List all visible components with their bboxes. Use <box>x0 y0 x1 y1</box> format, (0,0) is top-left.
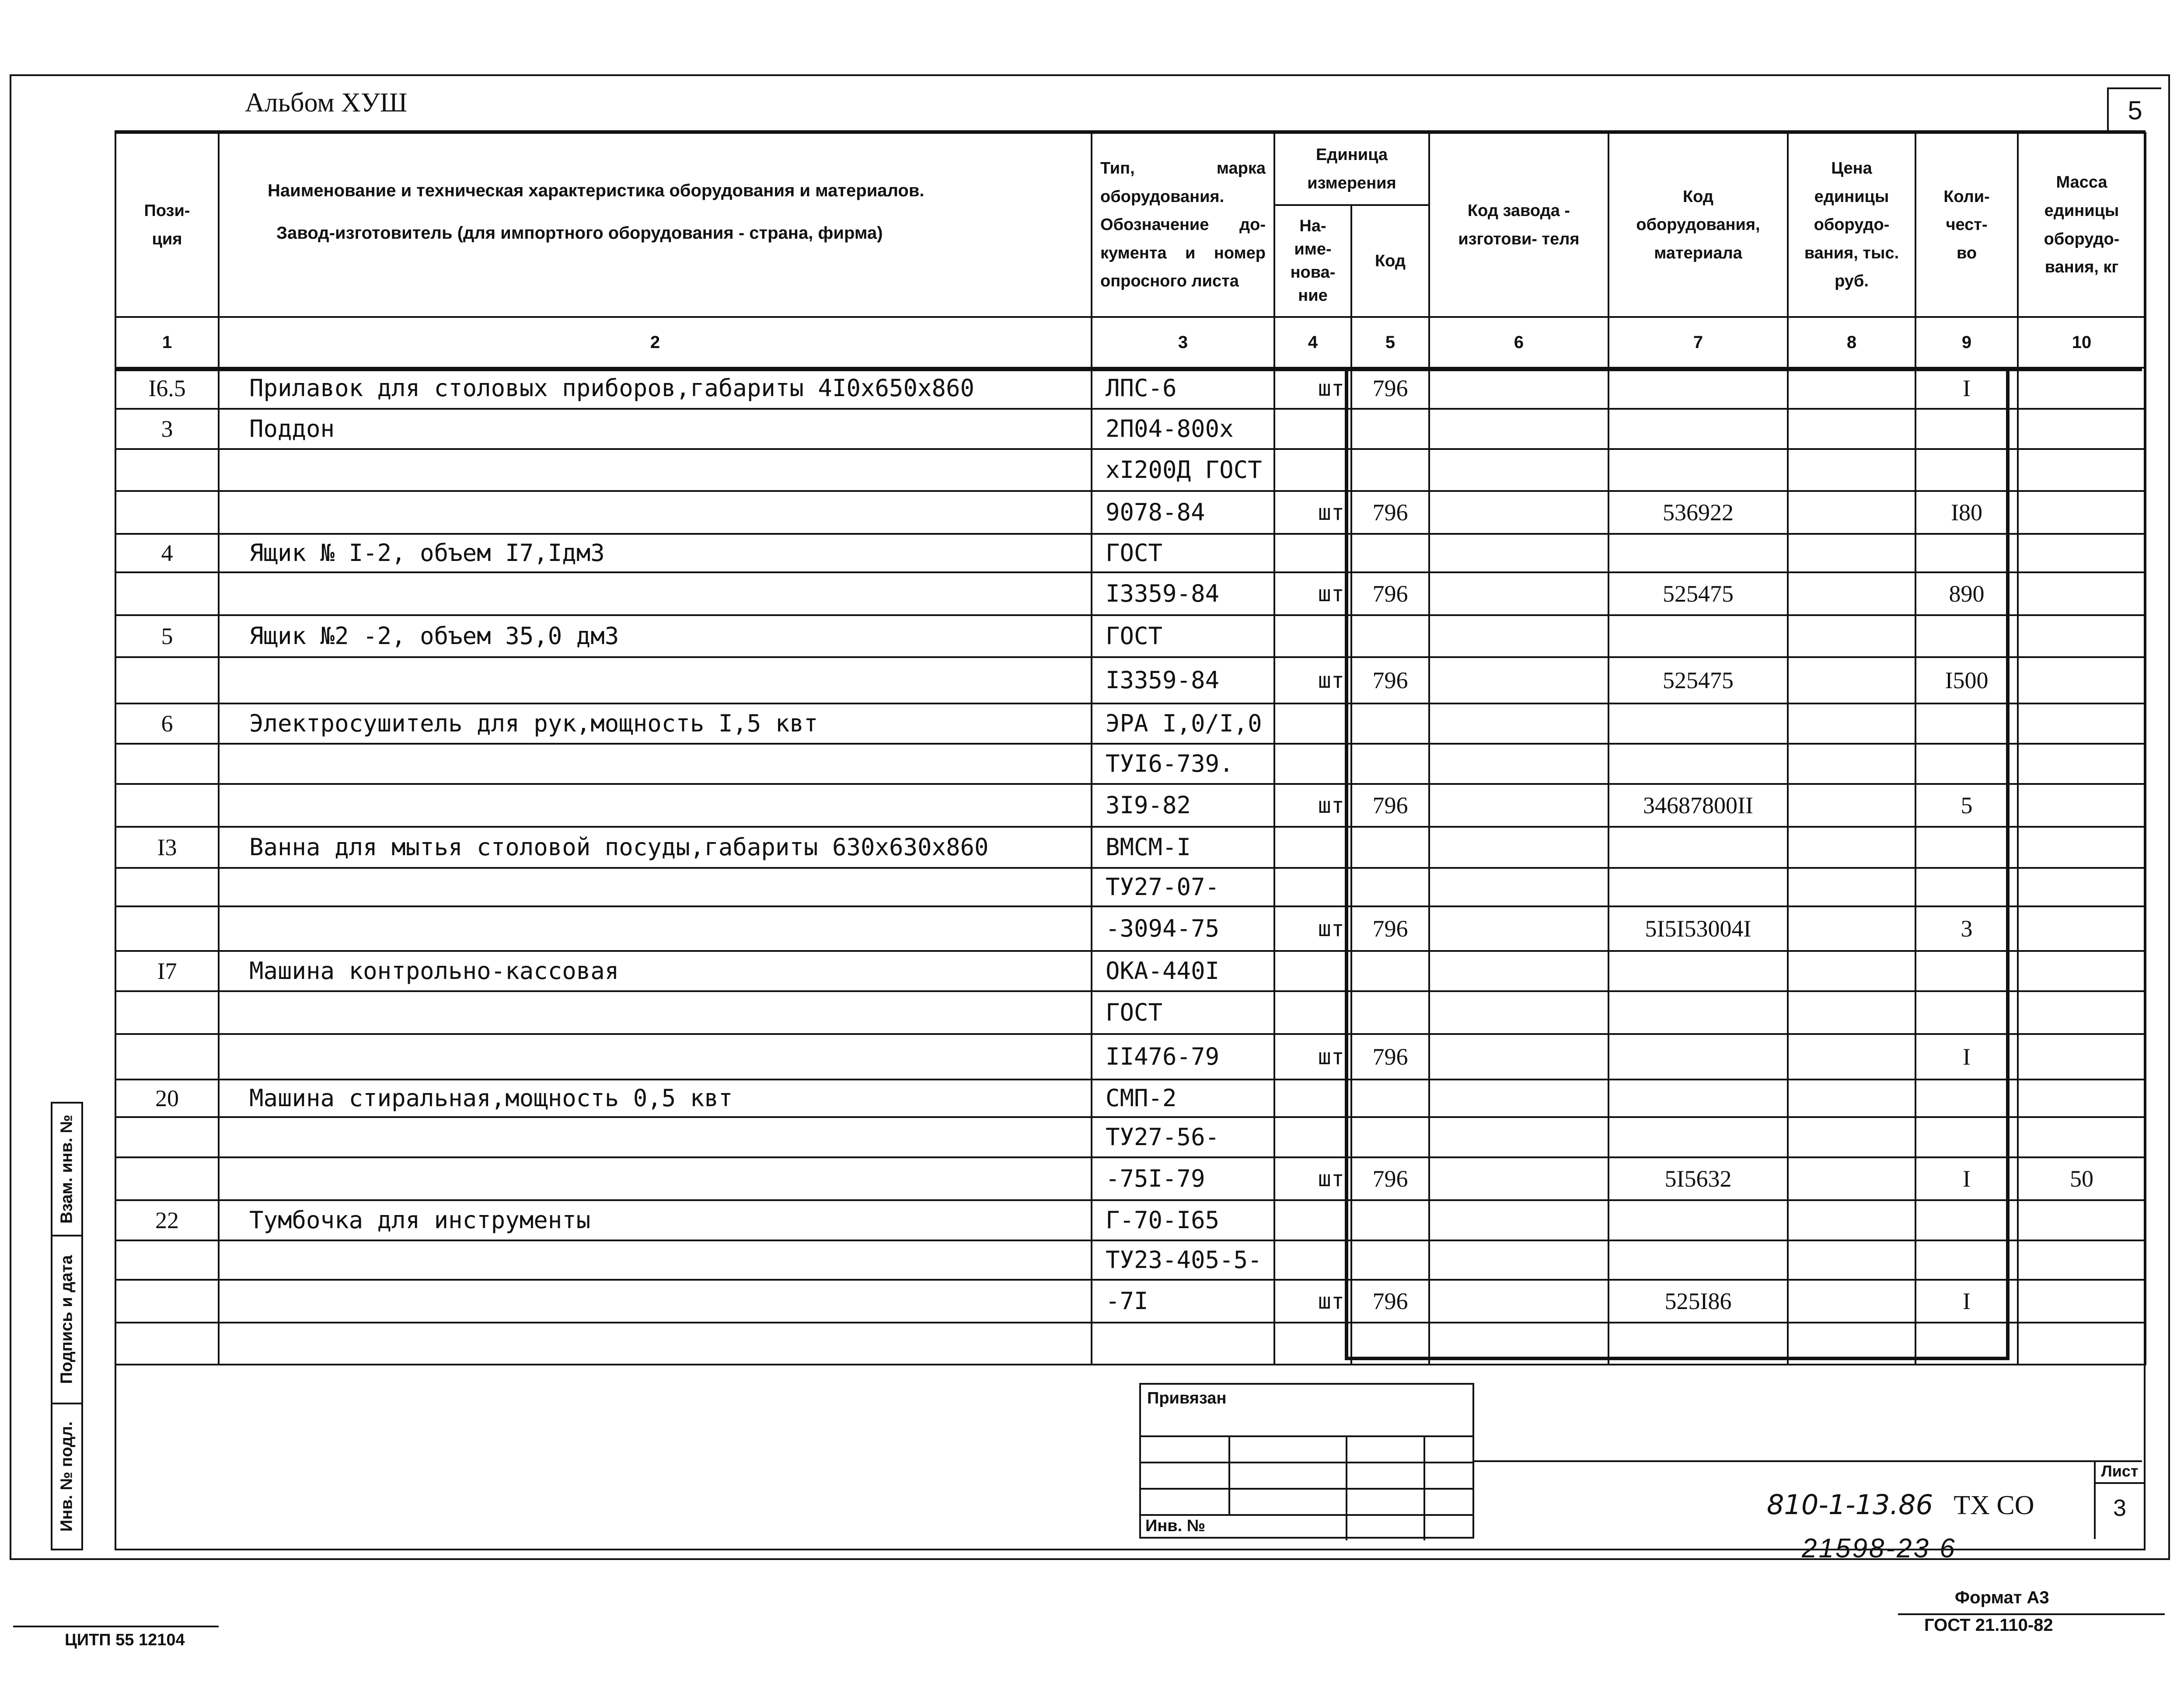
col-num-10: 10 <box>2018 317 2146 368</box>
cell-type: II476-79 <box>1092 1034 1274 1080</box>
cell-pos <box>115 572 219 615</box>
cell-type: ГОСТ <box>1092 615 1274 657</box>
cell-name: Машина стиральная,мощность 0,5 квт <box>219 1080 1092 1117</box>
binding-podpis <box>52 1236 81 1404</box>
header-unit-code: Код <box>1375 251 1406 270</box>
cell-equip: 536922 <box>1608 491 1788 534</box>
cell-type: ЭРА I,0/I,0 <box>1092 703 1274 744</box>
inv-no-label: Инв. № <box>1145 1517 1206 1535</box>
col-num-6: 6 <box>1429 317 1608 368</box>
cell-mass <box>2018 1117 2146 1157</box>
binding-podpis-label: Подпись и дата <box>57 1255 76 1384</box>
cell-mass <box>2018 906 2146 951</box>
cell-unit <box>1274 449 1351 491</box>
cell-pos: I7 <box>115 951 219 991</box>
cell-name <box>219 744 1092 784</box>
cell-unit <box>1274 951 1351 991</box>
cell-mass <box>2018 449 2146 491</box>
cell-type: I3359-84 <box>1092 657 1274 703</box>
cell-mass <box>2018 784 2146 827</box>
cell-unit: шт <box>1274 784 1351 827</box>
cell-type <box>1092 1323 1274 1365</box>
cell-pos <box>115 1034 219 1080</box>
cell-unit: шт <box>1274 657 1351 703</box>
cell-unit <box>1274 827 1351 868</box>
cell-type: ТУ23-405-5- <box>1092 1240 1274 1280</box>
cell-name <box>219 1034 1092 1080</box>
gost-label: ГОСТ 21.110-82 <box>1924 1616 2053 1635</box>
album-title: Альбом ХУШ <box>245 88 408 118</box>
cell-type: ВМСМ-I <box>1092 827 1274 868</box>
cell-pos <box>115 1323 219 1365</box>
page-corner-number: 5 <box>2128 96 2142 125</box>
header-name-line2: Завод-изготовитель (для импортного оборудования - страна, фирма) <box>276 223 883 243</box>
cell-qty: I <box>1915 1157 2018 1200</box>
col-num-5: 5 <box>1351 317 1429 368</box>
cell-unit: шт <box>1274 1280 1351 1323</box>
cell-type: ГОСТ <box>1092 534 1274 572</box>
cell-name: Прилавок для столовых приборов,габариты 4I0х650х860 <box>219 368 1092 409</box>
cell-unit: шт <box>1274 491 1351 534</box>
cell-name: Тумбочка для инструменты <box>219 1200 1092 1240</box>
page-corner-box <box>2107 87 2161 132</box>
cell-pos <box>115 657 219 703</box>
cell-code: 796 <box>1351 1157 1429 1200</box>
cell-code: 796 <box>1351 906 1429 951</box>
cell-qty: 890 <box>1915 572 2018 615</box>
cell-unit <box>1274 868 1351 906</box>
cell-type: ТУI6-739. <box>1092 744 1274 784</box>
cell-type: 9078-84 <box>1092 491 1274 534</box>
cell-pos: 4 <box>115 534 219 572</box>
cell-name <box>219 1117 1092 1157</box>
cell-type: ОКА-440I <box>1092 951 1274 991</box>
cell-type: -3094-75 <box>1092 906 1274 951</box>
header-quantity: Коли- чест- во <box>1943 187 1990 262</box>
cell-code: 796 <box>1351 1280 1429 1323</box>
cell-unit: шт <box>1274 906 1351 951</box>
cell-mass <box>2018 827 2146 868</box>
cell-unit <box>1274 615 1351 657</box>
document-code-suffix: ТХ СО <box>1954 1490 2034 1520</box>
cell-name <box>219 1323 1092 1365</box>
cell-name <box>219 657 1092 703</box>
cell-mass <box>2018 657 2146 703</box>
cell-code: 796 <box>1351 572 1429 615</box>
cell-mass <box>2018 1323 2146 1365</box>
cell-pos: 20 <box>115 1080 219 1117</box>
cell-code: 796 <box>1351 784 1429 827</box>
cell-code: 796 <box>1351 368 1429 409</box>
cell-equip: 525475 <box>1608 572 1788 615</box>
cell-mass <box>2018 703 2146 744</box>
cell-pos: 3 <box>115 409 219 449</box>
cell-unit: шт <box>1274 368 1351 409</box>
cell-mass <box>2018 1200 2146 1240</box>
cell-pos: I3 <box>115 827 219 868</box>
sheet-number: 3 <box>2113 1495 2127 1521</box>
header-position: Пози- ция <box>144 201 190 248</box>
cell-name <box>219 491 1092 534</box>
document-code <box>1767 1489 2034 1521</box>
cell-unit <box>1274 703 1351 744</box>
cell-unit <box>1274 409 1351 449</box>
cell-equip: 5I5I53004I <box>1608 906 1788 951</box>
cell-pos: 6 <box>115 703 219 744</box>
binding-inv <box>52 1404 81 1549</box>
cell-name: Ящик №2 -2, объем 35,0 дм3 <box>219 615 1092 657</box>
col-num-3: 3 <box>1092 317 1274 368</box>
sheet-label: Лист <box>2096 1460 2144 1484</box>
cell-pos <box>115 1280 219 1323</box>
bold-block <box>1345 368 2010 1360</box>
header-equipment-code: Код оборудования, материала <box>1636 187 1760 262</box>
cell-qty: I500 <box>1915 657 2018 703</box>
cell-name <box>219 572 1092 615</box>
col-num-9: 9 <box>1915 317 2018 368</box>
cell-qty: I80 <box>1915 491 2018 534</box>
binding-inv-label: Инв. № подл. <box>57 1421 76 1532</box>
cell-qty: I <box>1915 1034 2018 1080</box>
cell-mass <box>2018 615 2146 657</box>
cell-pos <box>115 449 219 491</box>
cell-name <box>219 449 1092 491</box>
col-num-7: 7 <box>1608 317 1788 368</box>
cell-unit <box>1274 991 1351 1034</box>
cell-unit <box>1274 1080 1351 1117</box>
format-label: Формат A3 <box>1955 1588 2049 1607</box>
cell-name <box>219 1157 1092 1200</box>
cell-pos <box>115 1157 219 1200</box>
cell-unit: шт <box>1274 572 1351 615</box>
header-unit: Единица измерения <box>1307 145 1396 192</box>
cell-pos: 22 <box>115 1200 219 1240</box>
cell-unit <box>1274 1117 1351 1157</box>
cell-mass <box>2018 572 2146 615</box>
cell-name <box>219 868 1092 906</box>
cell-type: 2П04-800х <box>1092 409 1274 449</box>
cell-name: Электросушитель для рук,мощность I,5 квт <box>219 703 1092 744</box>
cell-unit <box>1274 1200 1351 1240</box>
header-unit-name: На- име- нова- ние <box>1290 216 1336 305</box>
citp-label: ЦИТП 55 12104 <box>65 1631 185 1649</box>
cell-type: ЛПС-6 <box>1092 368 1274 409</box>
cell-name <box>219 1280 1092 1323</box>
title-block-line <box>1474 1460 2142 1462</box>
cell-mass <box>2018 368 2146 409</box>
document-code-number: 810-1-13.86 <box>1767 1489 1933 1521</box>
cell-code: 796 <box>1351 1034 1429 1080</box>
cell-equip: 525I86 <box>1608 1280 1788 1323</box>
header-plant-code: Код завода - изготови- теля <box>1458 201 1580 248</box>
handwritten-number: 21598-23 6 <box>1802 1533 1957 1564</box>
cell-unit: шт <box>1274 1034 1351 1080</box>
cell-mass <box>2018 991 2146 1034</box>
footer-rule-left <box>13 1626 219 1627</box>
col-num-2: 2 <box>219 317 1092 368</box>
cell-mass <box>2018 491 2146 534</box>
binding-vzam <box>52 1104 81 1236</box>
cell-pos <box>115 744 219 784</box>
cell-unit <box>1274 1323 1351 1365</box>
cell-mass <box>2018 409 2146 449</box>
cell-pos: I6.5 <box>115 368 219 409</box>
cell-pos <box>115 868 219 906</box>
cell-type: -7I <box>1092 1280 1274 1323</box>
cell-pos: 5 <box>115 615 219 657</box>
header-type: Тип, марка оборудования. Обозначение до- кумента и номер опросного листа <box>1100 159 1266 291</box>
cell-type: ГОСТ <box>1092 991 1274 1034</box>
cell-unit <box>1274 534 1351 572</box>
cell-mass <box>2018 534 2146 572</box>
footer-rule-right <box>1898 1613 2165 1615</box>
cell-name: Машина контрольно-кассовая <box>219 951 1092 991</box>
col-num-4: 4 <box>1274 317 1351 368</box>
sheet-box <box>2094 1460 2144 1539</box>
cell-type: СМП-2 <box>1092 1080 1274 1117</box>
cell-mass <box>2018 868 2146 906</box>
cell-pos <box>115 491 219 534</box>
binding-strip <box>51 1102 83 1550</box>
cell-type: I3359-84 <box>1092 572 1274 615</box>
cell-mass <box>2018 744 2146 784</box>
cell-equip: 34687800II <box>1608 784 1788 827</box>
cell-type: ТУ27-07- <box>1092 868 1274 906</box>
cell-name: Ванна для мытья столовой посуды,габариты 630х630х860 <box>219 827 1092 868</box>
cell-pos <box>115 1117 219 1157</box>
header-price: Цена единицы оборудо- вания, тыс. руб. <box>1804 159 1899 291</box>
cell-pos <box>115 991 219 1034</box>
col-num-1: 1 <box>115 317 219 368</box>
cell-unit <box>1274 1240 1351 1280</box>
cell-equip: 525475 <box>1608 657 1788 703</box>
cell-name <box>219 991 1092 1034</box>
cell-type: -75I-79 <box>1092 1157 1274 1200</box>
cell-name: Ящик № I-2, объем I7,Iдм3 <box>219 534 1092 572</box>
cell-type: 3I9-82 <box>1092 784 1274 827</box>
cell-pos <box>115 906 219 951</box>
col-num-8: 8 <box>1788 317 1915 368</box>
cell-qty: 3 <box>1915 906 2018 951</box>
cell-mass: 50 <box>2018 1157 2146 1200</box>
cell-mass <box>2018 1080 2146 1117</box>
cell-name <box>219 1240 1092 1280</box>
cell-name: Поддон <box>219 409 1092 449</box>
cell-mass <box>2018 1280 2146 1323</box>
cell-type: ТУ27-56- <box>1092 1117 1274 1157</box>
cell-code: 796 <box>1351 657 1429 703</box>
cell-qty: I <box>1915 368 2018 409</box>
column-number-row <box>115 317 2146 368</box>
cell-pos <box>115 1240 219 1280</box>
cell-qty: I <box>1915 1280 2018 1323</box>
cell-unit <box>1274 744 1351 784</box>
cell-mass <box>2018 951 2146 991</box>
cell-name <box>219 784 1092 827</box>
cell-equip: 5I5632 <box>1608 1157 1788 1200</box>
cell-type: хI200Д ГОСТ <box>1092 449 1274 491</box>
binding-stamp <box>1139 1383 1474 1539</box>
cell-type: Г-70-I65 <box>1092 1200 1274 1240</box>
binding-vzam-label: Взам. инв. № <box>57 1114 76 1224</box>
cell-mass <box>2018 1034 2146 1080</box>
cell-pos <box>115 784 219 827</box>
header-mass: Масса единицы оборудо- вания, кг <box>2044 173 2120 277</box>
cell-mass <box>2018 1240 2146 1280</box>
cell-qty: 5 <box>1915 784 2018 827</box>
cell-name <box>219 906 1092 951</box>
header-name-line1: Наименование и техническая характеристика оборудования и материалов. <box>268 181 925 200</box>
cell-code: 796 <box>1351 491 1429 534</box>
privyazan-label: Привязан <box>1147 1389 1227 1407</box>
cell-unit: шт <box>1274 1157 1351 1200</box>
